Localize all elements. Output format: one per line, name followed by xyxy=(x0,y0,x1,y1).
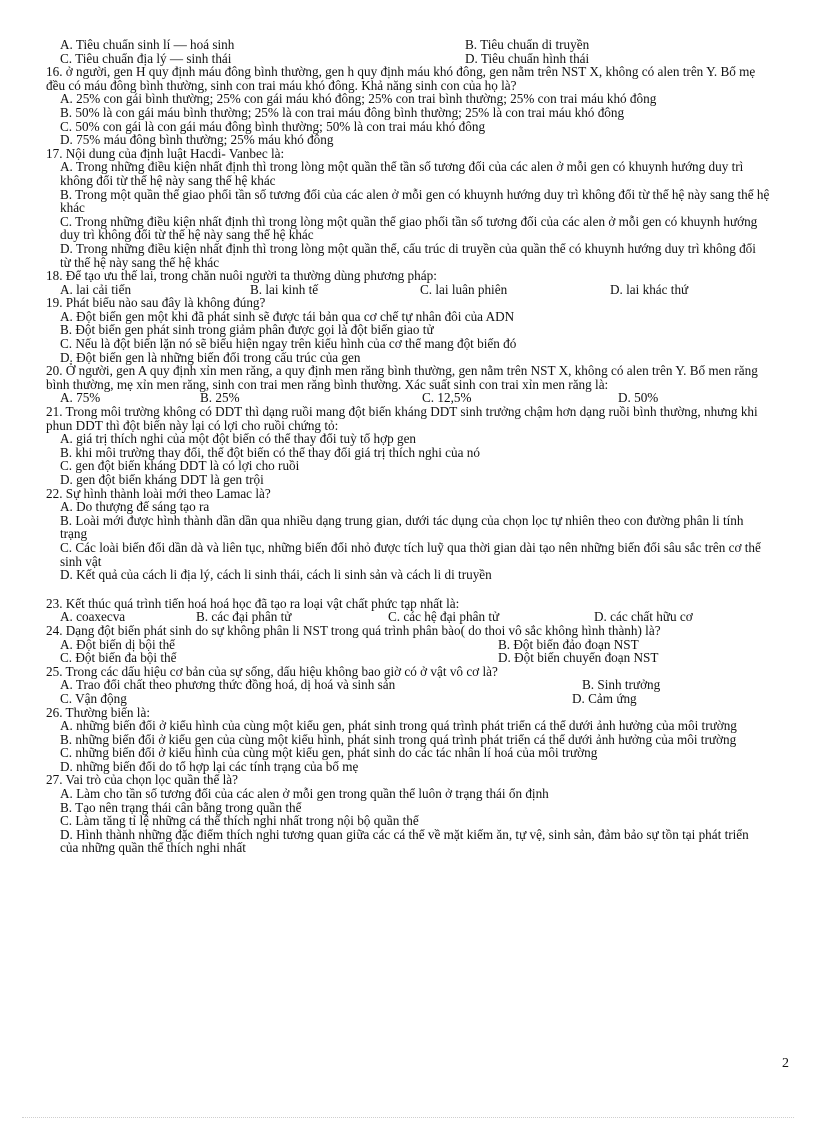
question-27-option-b: B. Tạo nên trạng thái cân bằng trong quần thể xyxy=(60,799,302,815)
question-22-option-b: B. Loài mới được hình thành dần dần qua nhiều dạng trung gian, dưới tác dụng của chọn lọc tự nhiên theo con đường phân li tính trạng xyxy=(60,512,744,542)
exam-content xyxy=(46,38,770,855)
question-27-stem: 27. Vai trò của chọn lọc quần thể là? xyxy=(46,772,239,788)
question-26-option-c: C. những biến đổi ở kiểu hình của cùng một kiểu gen, phát sinh do các tác nhân lí hoá của môi trường xyxy=(60,745,598,761)
question-25-option-d: D. Cảm ứng xyxy=(572,690,637,706)
question-16-stem: 16. ở người, gen H quy định máu đông bình thường, gen h quy định máu khó đông, gen nằm trên NST X, không có alen trên Y. Bố mẹ đều có máu đông bình thường, sinh con trai máu khó đông. Khả năng sinh con của họ là? xyxy=(46,64,756,93)
question-19-option-b: B. Đột biến gen phát sinh trong giảm phân được gọi là đột biến giao tử xyxy=(60,322,434,338)
question-19-option-d: D. Đột biến gen là những biến đổi trong cấu trúc của gen xyxy=(60,349,361,365)
question-23-option-a: A. coaxecva xyxy=(60,609,126,625)
question-24-option-d: D. Đột biến chuyển đoạn NST xyxy=(498,650,659,666)
question-17-option-a: A. Trong những điều kiện nhất định thì trong lòng một quần thể tần số tương đối của các alen ở mỗi gen có khuynh hướng duy trì không đổi từ thế hệ này sang thế hệ khác xyxy=(60,159,744,188)
question-21-option-b: B. khi môi trường thay đổi, thể đột biến có thể thay đổi giá trị thích nghi của nó xyxy=(60,444,480,460)
question-18-option-d: D. lai khác thứ xyxy=(610,281,689,297)
question-23-option-c: C. các hệ đại phân tử xyxy=(388,609,500,625)
question-20-option-b: B. 25% xyxy=(200,390,240,406)
q15-options-row-2 xyxy=(46,52,770,66)
question-18-option-b: B. lai kinh tế xyxy=(250,281,319,297)
question-17-stem: 17. Nội dung của định luật Hacdi- Vanbec là: xyxy=(46,145,285,161)
question-21-stem: 21. Trong môi trường không có DDT thì dạng ruồi mang đột biến kháng DDT sinh trưởng chậm hơn dạng ruồi bình thường, nhưng khi phun DDT thì đột biến này lại có lợi cho ruồi chứng tỏ: xyxy=(46,404,758,433)
q15-option-b: B. Tiêu chuẩn di truyền xyxy=(465,37,590,52)
question-27-option-a: A. Làm cho tần số tương đối của các alen ở mỗi gen trong quần thể luôn ở trạng thái ổn định xyxy=(60,786,549,802)
question-20-options xyxy=(46,391,770,405)
q15-options-row-1 xyxy=(46,38,770,52)
question-19-stem: 19. Phát biểu nào sau đây là không đúng? xyxy=(46,295,266,311)
question-26-option-b: B. những biến đổi ở kiểu gen của cùng một kiểu hình, phát sinh trong quá trình phát triển cá thể dưới ảnh hưởng của môi trường xyxy=(60,731,737,747)
question-16-option-c: C. 50% con gái là con gái máu đông bình thường; 50% là con trai máu khó đông xyxy=(60,118,486,134)
question-27-option-d: D. Hình thành những đặc điểm thích nghi tương quan giữa các cá thể về mặt kiếm ăn, tự vệ, sinh sản, đảm bảo sự tồn tại phát triển của những quần thể thích nghi nhất xyxy=(60,826,749,856)
question-25-option-a: A. Trao đổi chất theo phương thức đồng hoá, dị hoá và sinh sản xyxy=(60,677,396,693)
question-23-options xyxy=(46,610,770,624)
question-27-option-c: C. Làm tăng tỉ lệ những cá thể thích nghi nhất trong nội bộ quần thể xyxy=(60,813,419,829)
question-22-option-c: C. Các loài biến đổi dần dà và liên tục, những biến đổi nhỏ được tích luỹ qua thời gian dài tạo nên những biến đổi sâu sắc trên cơ thể sinh vật xyxy=(60,539,761,569)
question-21-option-d: D. gen đột biến kháng DDT là gen trội xyxy=(60,472,264,487)
q15-option-c: C. Tiêu chuẩn địa lý — sinh thái xyxy=(60,50,232,66)
question-22-option-d: D. Kết quả của cách li địa lý, cách li sinh thái, cách li sinh sản và cách li di truyền xyxy=(60,567,492,583)
question-20-option-c: C. 12,5% xyxy=(422,390,472,406)
question-25-option-c: C. Vận động xyxy=(60,690,127,706)
question-18-stem: 18. Để tạo ưu thế lai, trong chăn nuôi người ta thường dùng phương pháp: xyxy=(46,268,437,284)
question-19-option-a: A. Đột biến gen một khi đã phát sinh sẽ được tái bản qua cơ chế tự nhân đôi của ADN xyxy=(60,308,515,324)
question-26-stem: 26. Thường biến là: xyxy=(46,704,150,720)
question-24-option-b: B. Đột biến đảo đoạn NST xyxy=(498,636,639,652)
question-18-options xyxy=(46,283,770,297)
question-25-options-row-2 xyxy=(46,692,770,706)
question-21-option-c: C. gen đột biến kháng DDT là có lợi cho ruồi xyxy=(60,458,300,474)
question-25-option-b: B. Sinh trưởng xyxy=(582,677,661,693)
question-20-stem: 20. Ở người, gen A quy định xỉn men răng, a quy định men răng bình thường, gen nằm trên NST X, không có alen trên Y. Bố men răng bình thường, mẹ xỉn men răng, sinh con trai men răng bình thường. Xác suất sinh con trai xỉn men răng là: xyxy=(46,363,758,392)
question-17-option-c: C. Trong những điều kiện nhất định thì trong lòng một quần thể giao phối tần số tương đối của các alen ở mỗi gen có khuynh hướng duy trì không đổi từ thế hệ này sang thế hệ khác xyxy=(60,213,758,243)
question-16-option-d: D. 75% máu đông bình thường; 25% máu khó đông xyxy=(60,132,334,148)
spacer xyxy=(46,582,770,597)
question-16-option-a: A. 25% con gái bình thường; 25% con gái máu khó đông; 25% con trai bình thường; 25% con trai máu khó đông xyxy=(60,91,657,107)
page-bottom-border xyxy=(22,1117,794,1118)
question-17-option-b: B. Trong một quần thể giao phối tần số tương đối của các alen ở mỗi gen có khuynh hướng duy trì không đổi từ thế hệ này sang thế hệ khác xyxy=(60,186,770,216)
question-24-options-row-1 xyxy=(46,638,770,652)
question-20-option-a: A. 75% xyxy=(60,390,101,406)
page-number: 2 xyxy=(782,1056,789,1071)
question-23-option-b: B. các đại phân tử xyxy=(196,609,292,625)
question-22-option-a: A. Do thượng đế sáng tạo ra xyxy=(60,499,210,515)
question-18-option-a: A. lai cải tiến xyxy=(60,281,132,297)
question-17-option-d: D. Trong những điều kiện nhất định thì trong lòng một quần thể, cấu trúc di truyền của quần thể có khuynh hướng duy trì không đổi từ thế hệ này sang thế hệ khác xyxy=(60,240,756,270)
question-24-option-a: A. Đột biến dị bội thể xyxy=(60,636,176,652)
question-18-option-c: C. lai luân phiên xyxy=(420,281,508,297)
question-25-options-row-1 xyxy=(46,678,770,692)
question-16-option-b: B. 50% là con gái máu bình thường; 25% là con trai máu đông bình thường; 25% là con trai máu khó đông xyxy=(60,104,625,120)
question-23-option-d: D. các chất hữu cơ xyxy=(594,609,693,625)
question-24-options-row-2 xyxy=(46,651,770,665)
question-20-option-d: D. 50% xyxy=(618,390,659,406)
question-26-option-a: A. những biến đổi ở kiểu hình của cùng một kiểu gen, phát sinh trong quá trình phát triển cá thể dưới ảnh hưởng của môi trường xyxy=(60,718,737,734)
question-25-stem: 25. Trong các dấu hiệu cơ bản của sự sống, dấu hiệu không bao giờ có ở vật vô cơ là? xyxy=(46,663,498,679)
question-19-option-c: C. Nếu là đột biến lặn nó sẽ biểu hiện ngay trên kiểu hình của cơ thể mang đột biến đó xyxy=(60,336,517,352)
q15-option-a: A. Tiêu chuẩn sinh lí — hoá sinh xyxy=(60,37,235,52)
q15-option-d: D. Tiêu chuẩn hình thái xyxy=(465,50,590,66)
question-26-option-d: D. những biến đổi do tổ hợp lại các tính trạng của bố mẹ xyxy=(60,758,359,774)
question-24-option-c: C. Đột biến đa bội thể xyxy=(60,650,177,666)
question-22-stem: 22. Sự hình thành loài mới theo Lamac là? xyxy=(46,485,271,501)
question-24-stem: 24. Dạng đột biến phát sinh do sự không phân li NST trong quá trình phân bào( do thoi vô sắc không hình thành) là? xyxy=(46,622,661,638)
question-23-stem: 23. Kết thúc quá trình tiến hoá hoá học đã tạo ra loại vật chất phức tạp nhất là: xyxy=(46,595,460,611)
question-21-option-a: A. giá trị thích nghi của một đột biến có thể thay đổi tuỳ tổ hợp gen xyxy=(60,431,417,447)
